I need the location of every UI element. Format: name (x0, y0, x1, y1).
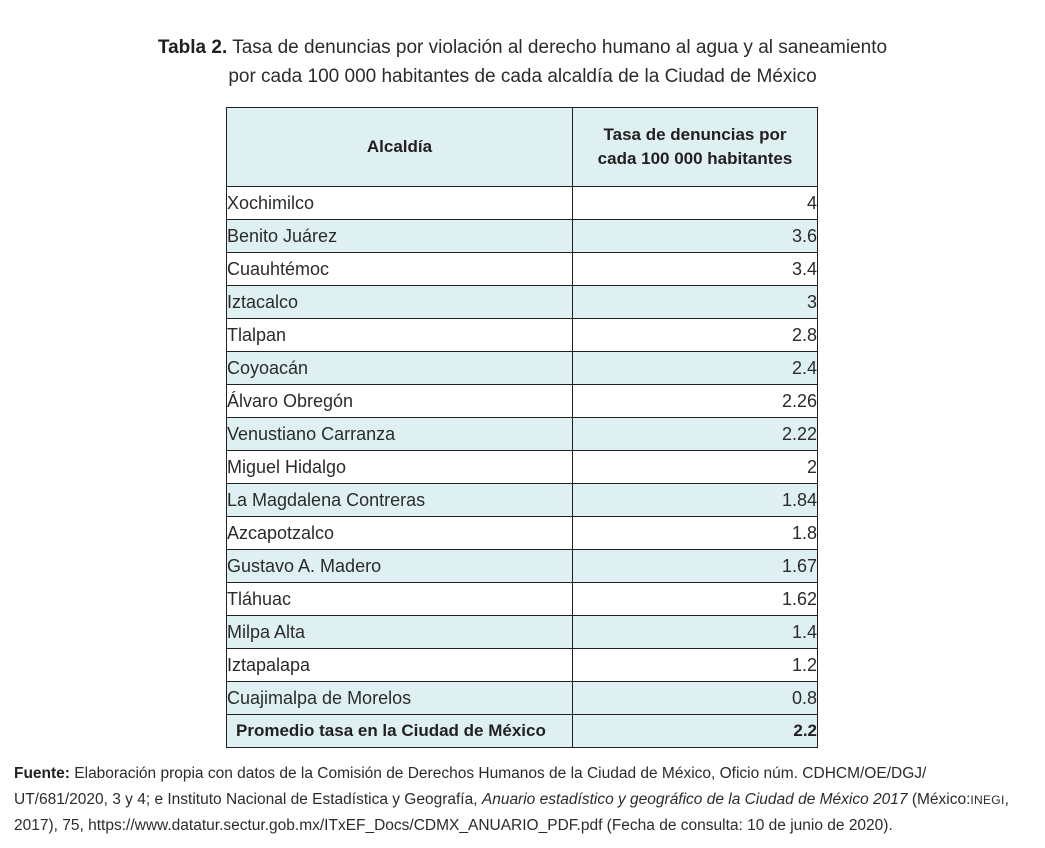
tasa-cell: 3.4 (573, 253, 818, 286)
footnote-publication-title: Anuario estadístico y geográfico de la Ciudad de México 2017 (481, 791, 908, 808)
alcaldia-cell: Coyoacán (227, 352, 573, 385)
tasa-cell: 3.6 (573, 220, 818, 253)
alcaldia-cell: Xochimilco (227, 187, 573, 220)
table-row (227, 451, 818, 484)
table-row (227, 319, 818, 352)
tasa-cell: 0.8 (573, 682, 818, 715)
tasa-cell: 1.2 (573, 649, 818, 682)
tasa-cell: 1.62 (573, 583, 818, 616)
alcaldia-cell: Iztacalco (227, 286, 573, 319)
footnote-text-4: , 2017), 75, https://www.datatur.sectur.gob.mx/ITxEF_Docs/CDMX_ANUARIO_PDF.pdf (Fecha de consulta: 10 de junio de 2020). (14, 791, 1009, 834)
table-row (227, 385, 818, 418)
tasa-cell: 2.8 (573, 319, 818, 352)
total-row (227, 715, 818, 748)
table-row (227, 253, 818, 286)
footnote-label: Fuente: (14, 765, 70, 782)
alcaldia-cell: Álvaro Obregón (227, 385, 573, 418)
tasa-cell: 1.67 (573, 550, 818, 583)
table-row (227, 286, 818, 319)
table-body (227, 187, 818, 715)
tasa-cell: 1.8 (573, 517, 818, 550)
caption-label: Tabla 2. (157, 37, 228, 58)
header-row (227, 108, 818, 187)
tasa-cell: 1.84 (573, 484, 818, 517)
footnote-text-1: Elaboración propia con datos de la Comisión de Derechos Humanos de la Ciudad de México, Oficio núm. CDHCM/OE/DGJ/ (74, 765, 927, 782)
table-row (227, 187, 818, 220)
alcaldia-cell: Cuauhtémoc (227, 253, 573, 286)
column-header-tasa (573, 108, 818, 187)
table-row (227, 418, 818, 451)
column-header-tasa-text: Tasa de denuncias por cada 100 000 habitantes (597, 125, 793, 168)
caption-line-2: por cada 100 000 habitantes de cada alcaldía de la Ciudad de México (228, 66, 817, 87)
table-row (227, 583, 818, 616)
alcaldia-cell: Tláhuac (227, 583, 573, 616)
table-row (227, 682, 818, 715)
data-table (226, 107, 818, 748)
alcaldia-cell: Milpa Alta (227, 616, 573, 649)
column-header-alcaldia: Alcaldía (227, 108, 573, 187)
footnote-text-2: UT/681/2020, 3 y 4; e Instituto Nacional de Estadística y Geografía, (14, 791, 478, 808)
total-label: Promedio tasa en la Ciudad de México (227, 715, 573, 748)
tasa-cell: 1.4 (573, 616, 818, 649)
table-row (227, 550, 818, 583)
table-row (227, 220, 818, 253)
tasa-cell: 2.4 (573, 352, 818, 385)
total-value: 2.2 (573, 715, 818, 748)
caption-line-1 (0, 33, 1045, 62)
source-footnote (14, 761, 1032, 839)
alcaldia-cell: Miguel Hidalgo (227, 451, 573, 484)
alcaldia-cell: Venustiano Carranza (227, 418, 573, 451)
alcaldia-cell: Cuajimalpa de Morelos (227, 682, 573, 715)
table-row (227, 352, 818, 385)
footnote-text-3: (México: (911, 791, 971, 808)
footnote-publisher: INEGI (970, 793, 1005, 807)
alcaldia-cell: Gustavo A. Madero (227, 550, 573, 583)
alcaldia-cell: Benito Juárez (227, 220, 573, 253)
alcaldia-cell: La Magdalena Contreras (227, 484, 573, 517)
tasa-cell: 4 (573, 187, 818, 220)
alcaldia-cell: Tlalpan (227, 319, 573, 352)
alcaldia-cell: Azcapotzalco (227, 517, 573, 550)
table-row (227, 517, 818, 550)
caption-text-1: Tasa de denuncias por violación al derecho humano al agua y al saneamiento (232, 37, 888, 58)
table-caption (0, 33, 1045, 91)
alcaldia-cell: Iztapalapa (227, 649, 573, 682)
tasa-cell: 3 (573, 286, 818, 319)
tasa-cell: 2.26 (573, 385, 818, 418)
table-row (227, 616, 818, 649)
table-row (227, 649, 818, 682)
tasa-cell: 2 (573, 451, 818, 484)
tasa-cell: 2.22 (573, 418, 818, 451)
table-row (227, 484, 818, 517)
